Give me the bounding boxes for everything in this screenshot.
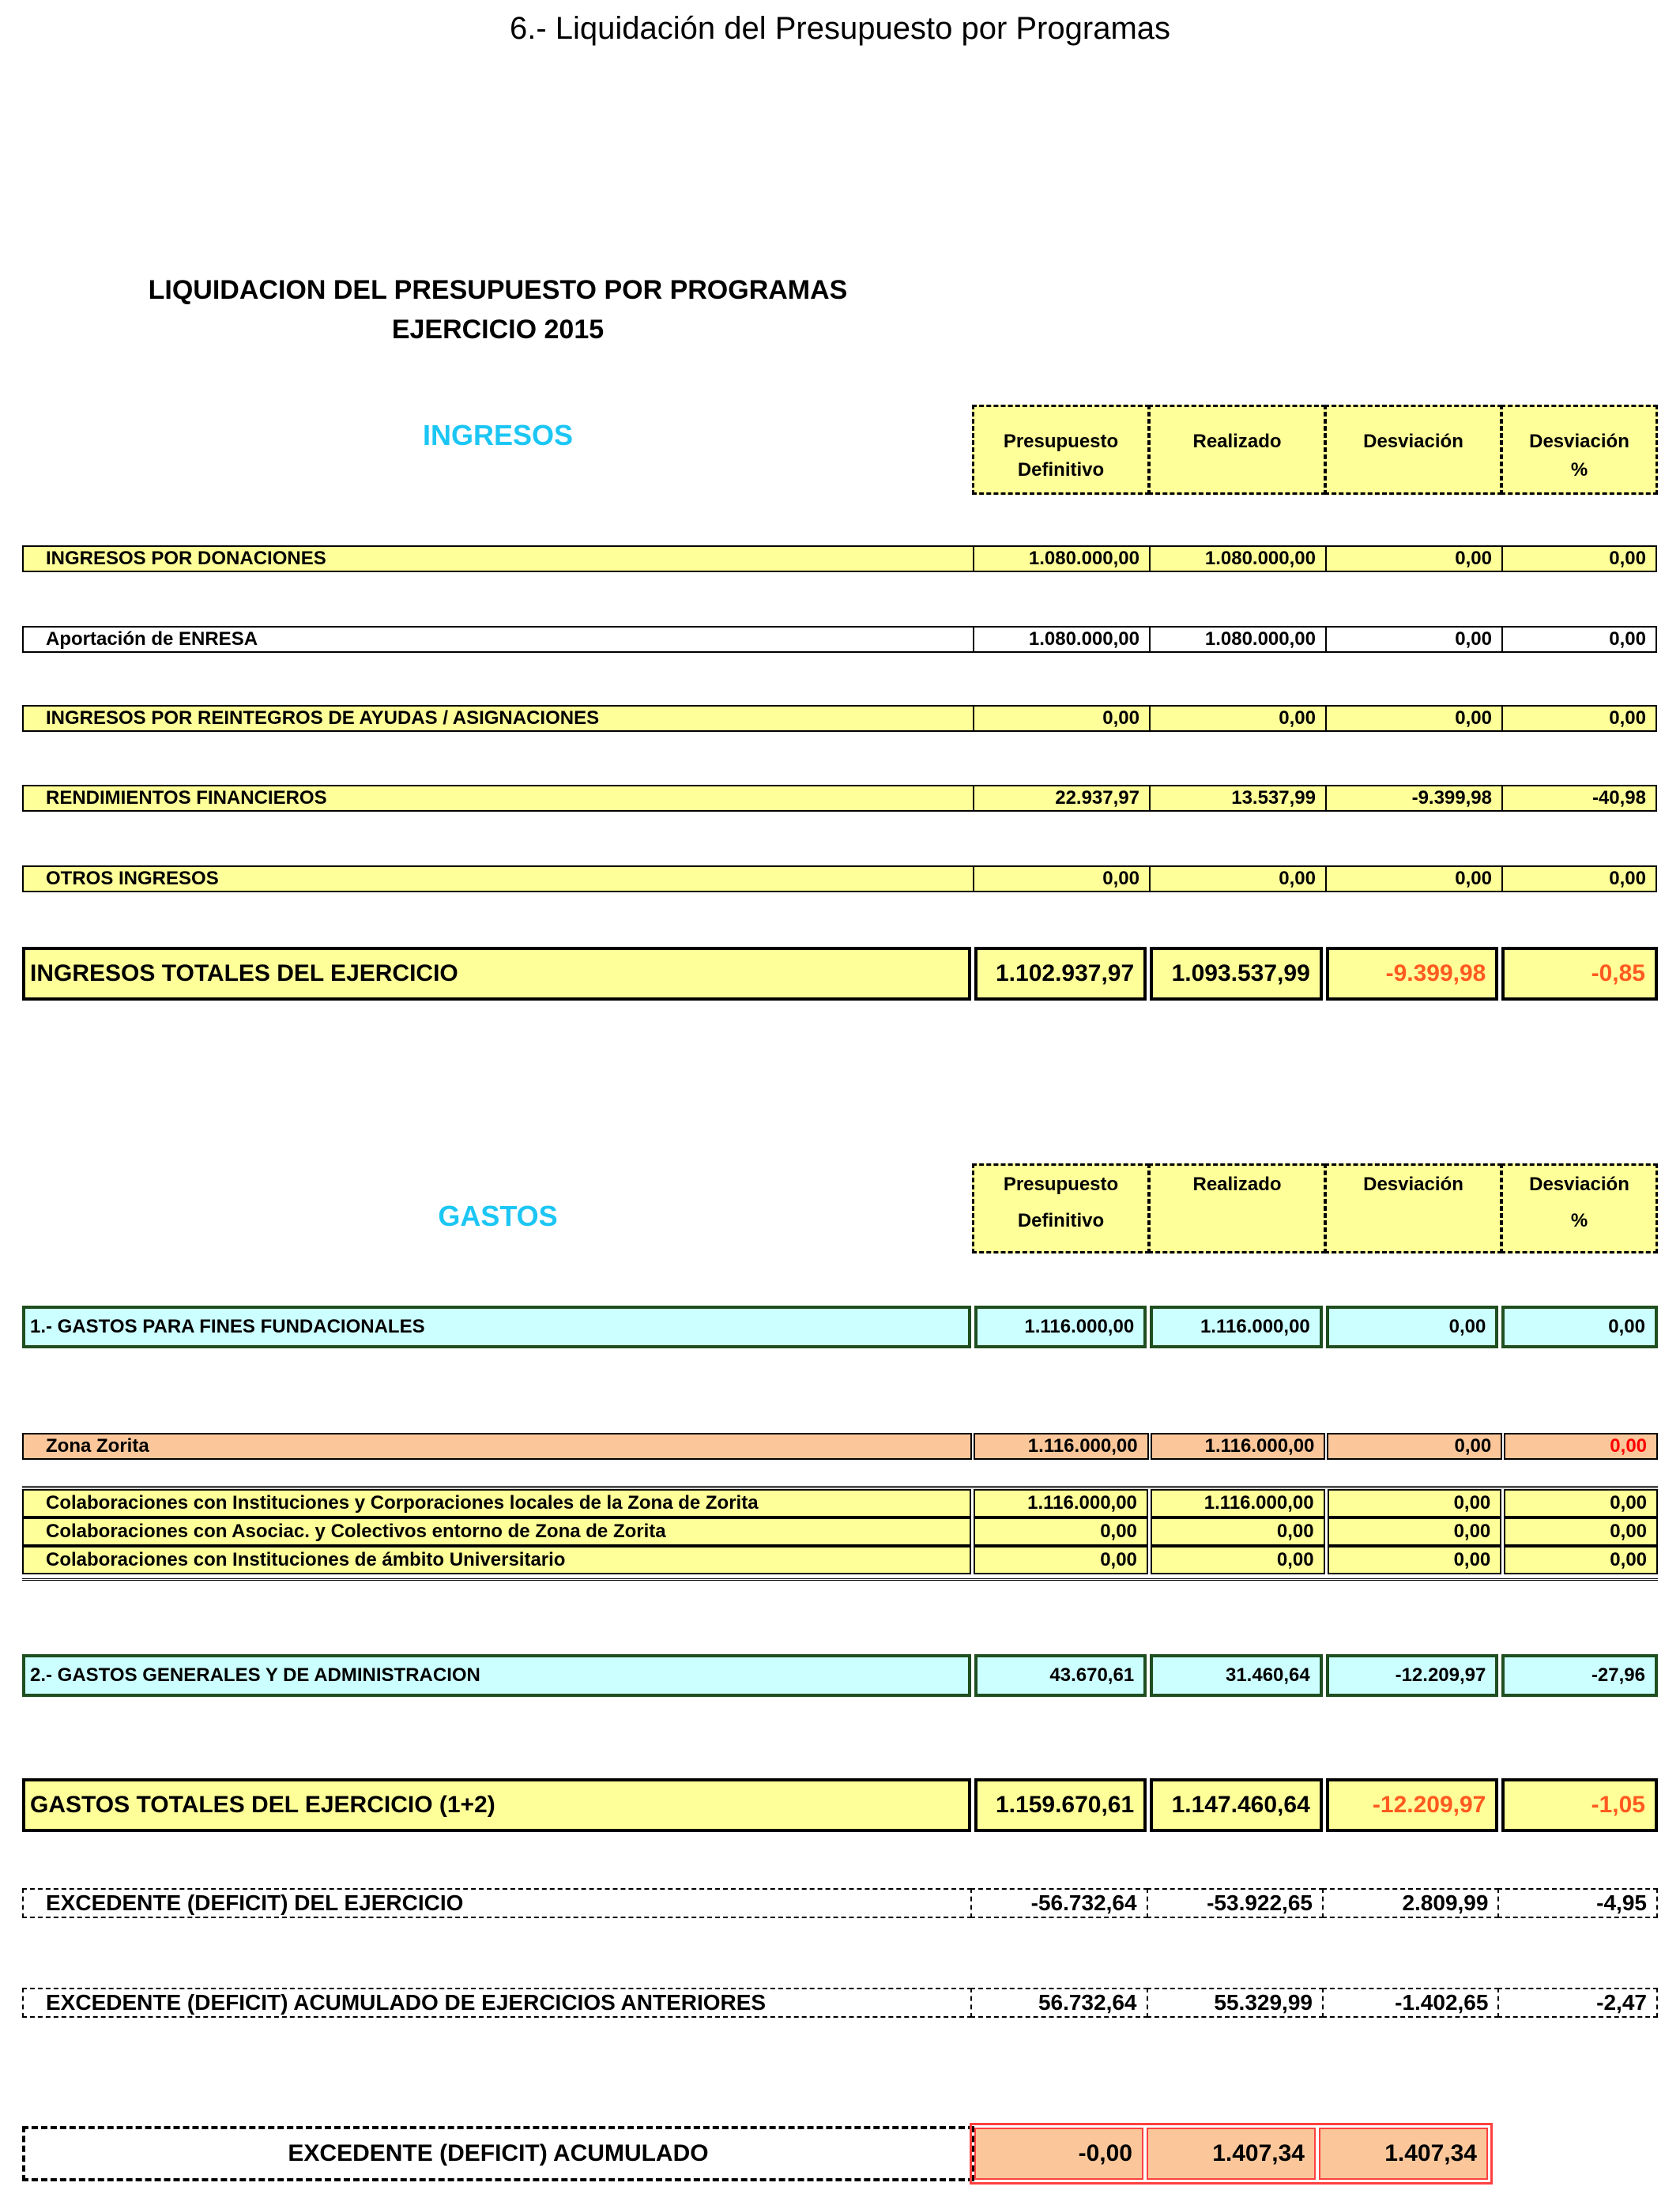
cell-desviacion-pct: -27,96: [1501, 1654, 1658, 1697]
row-label: 2.- GASTOS GENERALES Y DE ADMINISTRACION: [22, 1654, 971, 1697]
header-desviacion-pct: Desviación %: [1501, 1163, 1658, 1253]
cell-desviacion-pct: 0,00: [1501, 705, 1657, 732]
cell-desviacion-pct: 0,00: [1504, 1433, 1658, 1460]
cell-realizado: 1.147.460,64: [1150, 1778, 1323, 1832]
row-label: Aportación de ENRESA: [22, 626, 974, 653]
header-desviacion: Desviación: [1324, 1163, 1502, 1253]
row-label: OTROS INGRESOS: [22, 865, 974, 892]
gastos-section-label: GASTOS: [438, 1200, 558, 1232]
excedente-anteriores-row: [22, 1988, 1658, 2018]
cell-desviacion: 0,00: [1328, 1546, 1502, 1574]
cell-presupuesto: 43.670,61: [974, 1654, 1147, 1697]
ingresos-total-row: [22, 947, 1658, 1001]
gastos-fines-row: [22, 1306, 1658, 1348]
cell-desviacion-pct: -1,05: [1501, 1778, 1658, 1832]
gastos-generales-row: [22, 1654, 1658, 1697]
header-desviacion-pct: Desviación %: [1501, 405, 1658, 495]
cell-desviacion: 0,00: [1328, 1489, 1502, 1517]
cell-desviacion: 1.407,34: [1319, 2128, 1488, 2180]
gastos-total-row: [22, 1778, 1658, 1832]
cell-desviacion: -1.402,65: [1322, 1988, 1499, 2018]
table-row: [22, 1489, 1658, 1517]
cell-desviacion: 0,00: [1327, 1433, 1502, 1460]
cell-realizado: 0,00: [1149, 705, 1327, 732]
report-title: LIQUIDACION DEL PRESUPUESTO POR PROGRAMAS: [148, 275, 848, 305]
cell-desviacion-pct: -4,95: [1497, 1888, 1658, 1918]
table-row: [22, 626, 1658, 653]
zona-row: [22, 1433, 1658, 1460]
cell-presupuesto: 1.102.937,97: [974, 947, 1147, 1001]
cell-desviacion-pct: -2,47: [1497, 1988, 1658, 2018]
cell-presupuesto: 0,00: [973, 705, 1151, 732]
excedente-acumulado-label: EXCEDENTE (DEFICIT) ACUMULADO: [22, 2126, 974, 2181]
header-presupuesto: Presupuesto Definitivo: [972, 405, 1150, 495]
header-realizado: Realizado: [1148, 1163, 1326, 1253]
cell-desviacion: 0,00: [1328, 1517, 1502, 1546]
cell-desviacion: 0,00: [1325, 865, 1503, 892]
cell-desviacion-pct: 0,00: [1501, 626, 1657, 653]
table-row: [22, 1546, 1658, 1574]
cell-desviacion-pct: 0,00: [1501, 865, 1657, 892]
cell-realizado: 1.080.000,00: [1149, 626, 1327, 653]
ingresos-section-label: INGRESOS: [422, 419, 574, 451]
cell-presupuesto: -56.732,64: [970, 1888, 1147, 1918]
cell-desviacion-pct: -0,85: [1501, 947, 1658, 1001]
cell-realizado: 31.460,64: [1150, 1654, 1323, 1697]
cell-presupuesto: 0,00: [974, 1517, 1148, 1546]
cell-desviacion-pct: 0,00: [1504, 1546, 1658, 1574]
cell-presupuesto: 1.116.000,00: [974, 1489, 1148, 1517]
cell-desviacion: 0,00: [1325, 545, 1503, 572]
cell-presupuesto: 56.732,64: [970, 1988, 1147, 2018]
header-realizado: Realizado: [1148, 405, 1326, 495]
row-label: Zona Zorita: [22, 1433, 972, 1460]
table-row: [22, 545, 1658, 572]
cell-realizado: 55.329,99: [1147, 1988, 1324, 2018]
cell-desviacion: -12.209,97: [1326, 1778, 1499, 1832]
cell-desviacion: 2.809,99: [1322, 1888, 1499, 1918]
cell-desviacion: -9.399,98: [1326, 947, 1499, 1001]
cell-realizado: 1.080.000,00: [1149, 545, 1327, 572]
cell-presupuesto: 22.937,97: [973, 785, 1151, 812]
cell-desviacion-pct: 0,00: [1504, 1517, 1658, 1546]
cell-desviacion: 0,00: [1325, 705, 1503, 732]
row-label: GASTOS TOTALES DEL EJERCICIO (1+2): [22, 1778, 971, 1832]
excedente-acumulado-values: [970, 2123, 1493, 2185]
cell-presupuesto: 0,00: [974, 1546, 1148, 1574]
row-label: INGRESOS TOTALES DEL EJERCICIO: [22, 947, 971, 1001]
cell-desviacion: 0,00: [1326, 1306, 1499, 1348]
cell-desviacion: 0,00: [1325, 626, 1503, 653]
cell-realizado: 0,00: [1149, 865, 1327, 892]
cell-presupuesto: 1.116.000,00: [974, 1433, 1149, 1460]
cell-presupuesto: 1.116.000,00: [974, 1306, 1147, 1348]
header-desviacion: Desviación: [1324, 405, 1502, 495]
row-label: EXCEDENTE (DEFICIT) DEL EJERCICIO: [22, 1888, 972, 1918]
cell-presupuesto: 1.080.000,00: [973, 545, 1151, 572]
row-label: INGRESOS POR DONACIONES: [22, 545, 974, 572]
cell-desviacion-pct: -40,98: [1501, 785, 1657, 812]
table-row: [22, 1517, 1658, 1546]
cell-desviacion-pct: 0,00: [1504, 1489, 1658, 1517]
row-label: RENDIMIENTOS FINANCIEROS: [22, 785, 974, 812]
row-label: Colaboraciones con Instituciones de ámbito Universitario: [22, 1546, 971, 1574]
table-row: [22, 865, 1658, 892]
cell-desviacion-pct: 0,00: [1501, 545, 1657, 572]
page-heading: 6.- Liquidación del Presupuesto por Programas: [509, 11, 1171, 46]
cell-presupuesto: 1.159.670,61: [974, 1778, 1147, 1832]
cell-presupuesto: 0,00: [973, 865, 1151, 892]
row-label: INGRESOS POR REINTEGROS DE AYUDAS / ASIGNACIONES: [22, 705, 974, 732]
cell-realizado: 1.116.000,00: [1151, 1433, 1326, 1460]
row-label: EXCEDENTE (DEFICIT) ACUMULADO DE EJERCICIOS ANTERIORES: [22, 1988, 972, 2018]
cell-realizado: 0,00: [1151, 1517, 1325, 1546]
report-year: EJERCICIO 2015: [391, 315, 605, 345]
header-presupuesto: Presupuesto Definitivo: [972, 1163, 1150, 1253]
cell-presupuesto: 1.080.000,00: [973, 626, 1151, 653]
row-label: Colaboraciones con Asociac. y Colectivos entorno de Zona de Zorita: [22, 1517, 971, 1546]
row-label: 1.- GASTOS PARA FINES FUNDACIONALES: [22, 1306, 971, 1348]
cell-desviacion: -12.209,97: [1326, 1654, 1499, 1697]
row-label: Colaboraciones con Instituciones y Corporaciones locales de la Zona de Zorita: [22, 1489, 971, 1517]
excedente-ejercicio-row: [22, 1888, 1658, 1918]
cell-desviacion-pct: 0,00: [1501, 1306, 1658, 1348]
table-row: [22, 785, 1658, 812]
cell-realizado: -53.922,65: [1147, 1888, 1324, 1918]
cell-realizado: 1.407,34: [1147, 2128, 1316, 2180]
cell-realizado: 13.537,99: [1149, 785, 1327, 812]
cell-realizado: 1.093.537,99: [1150, 947, 1323, 1001]
cell-desviacion: -9.399,98: [1325, 785, 1503, 812]
cell-realizado: 1.116.000,00: [1151, 1489, 1325, 1517]
cell-realizado: 1.116.000,00: [1150, 1306, 1323, 1348]
cell-presupuesto: -0,00: [974, 2128, 1143, 2180]
cell-realizado: 0,00: [1151, 1546, 1325, 1574]
table-row: [22, 705, 1658, 732]
